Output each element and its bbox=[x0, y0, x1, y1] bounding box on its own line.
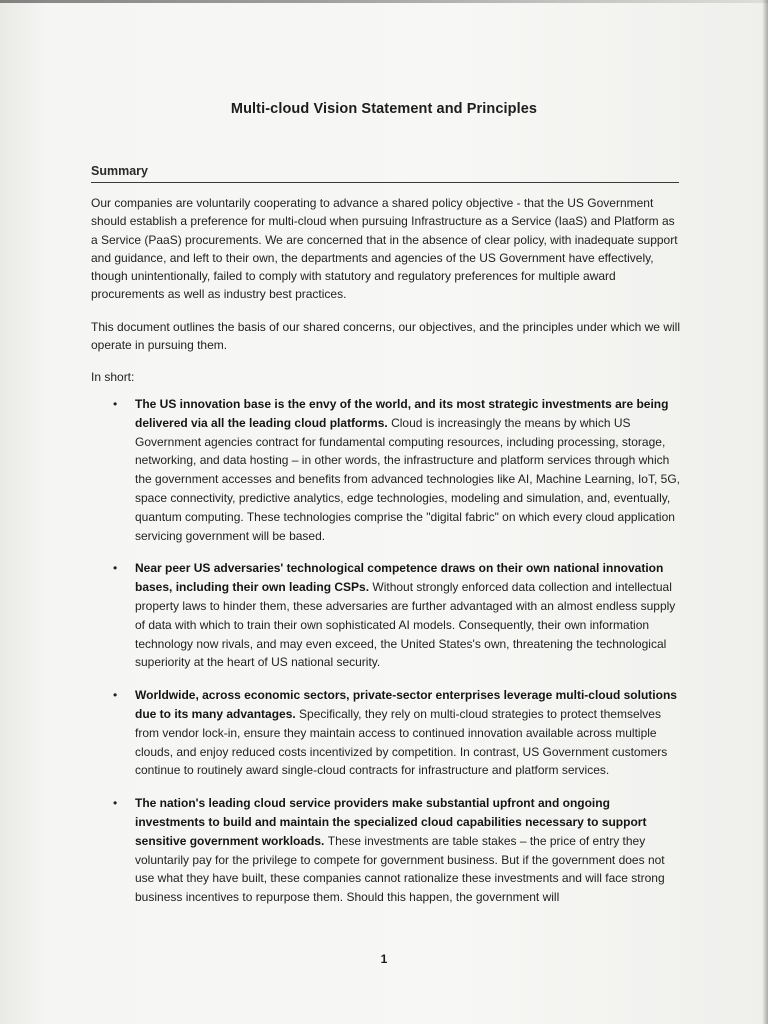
key-points-list bbox=[91, 395, 681, 907]
summary-paragraph-2: This document outlines the basis of our shared concerns, our objectives, and the principles under which we will operate in pursuing them. bbox=[91, 320, 680, 353]
list-item bbox=[91, 686, 681, 780]
bullet-body: Specifically, they rely on multi-cloud strategies to protect themselves from vendor lock-in, ensure they maintain access to continued innovation available across multiple clouds, and enjoy reduced costs incentivized by competition. In contrast, US Government customers continue to routinely award single-cloud contracts for infrastructure and platform services. bbox=[135, 706, 668, 778]
summary-paragraph-1: Our companies are voluntarily cooperating to advance a shared policy objective - that the US Government should establish a preference for multi-cloud when pursuing Infrastructure as a Service (IaaS) and Platform as a Service (PaaS) procurements. We are concerned that in the absence of clear policy, with inadequate support and guidance, and left to their own, the departments and agencies of the US Government have effectively, though unintentionally, failed to comply with statutory and regulatory preferences for multiple award procurements as well as industry best practices. bbox=[91, 196, 678, 302]
scan-edge-right bbox=[762, 0, 768, 1024]
document-title: Multi-cloud Vision Statement and Principles bbox=[230, 101, 538, 117]
section-heading-summary: Summary bbox=[91, 164, 148, 178]
list-item bbox=[91, 559, 681, 672]
bullet-marker: • bbox=[113, 796, 118, 811]
list-item bbox=[91, 395, 681, 545]
bullet-marker: • bbox=[113, 561, 118, 576]
list-item bbox=[91, 794, 681, 907]
bullet-marker: • bbox=[113, 688, 118, 703]
bullet-body: Without strongly enforced data collection and intellectual property laws to hinder them, these adversaries are further advantaged with an almost endless supply of data with which to train their own sophisticated AI models. Consequently, their own information technology now rivals, and may even exceed, the United States's own, threatening the technological superiority at the heart of US national security. bbox=[135, 580, 676, 670]
bullet-lead: Worldwide, across economic sectors, private-sector enterprises leverage multi-cloud solutions due to its many advantages. bbox=[135, 688, 677, 721]
scan-edge-top bbox=[0, 0, 768, 3]
bullet-lead: The US innovation base is the envy of the world, and its most strategic investments are being delivered via all the leading cloud platforms. bbox=[135, 397, 669, 430]
page-number: 1 bbox=[380, 952, 388, 966]
in-short-label: In short: bbox=[91, 370, 135, 384]
section-divider bbox=[91, 182, 679, 183]
bullet-lead: The nation's leading cloud service providers make substantial upfront and ongoing investments to build and maintain the specialized cloud capabilities necessary to support sensitive government workloads. bbox=[135, 796, 647, 848]
bullet-body: These investments are table stakes – the price of entry they voluntarily pay for the privilege to compete for government business. But if the government does not use what they have built, these companies cannot rationalize these investments and will face strong business incentives to repurpose them. Should this happen, the government will bbox=[135, 833, 665, 905]
bullet-body: Cloud is increasingly the means by which US Government agencies contract for fundamental computing resources, including processing, storage, networking, and data hosting – in other words, the infrastructure and platform services through which the government accesses and benefits from advanced technologies like AI, Machine Learning, IoT, 5G, space connectivity, predictive analytics, edge technologies, modeling and simulation, and, eventually, quantum computing. These technologies comprise the "digital fabric" on which every cloud application servicing government will be based. bbox=[135, 415, 680, 543]
bullet-marker: • bbox=[113, 397, 118, 411]
bullet-lead: Near peer US adversaries' technological competence draws on their own national innovation bases, including their own leading CSPs. bbox=[135, 561, 664, 595]
